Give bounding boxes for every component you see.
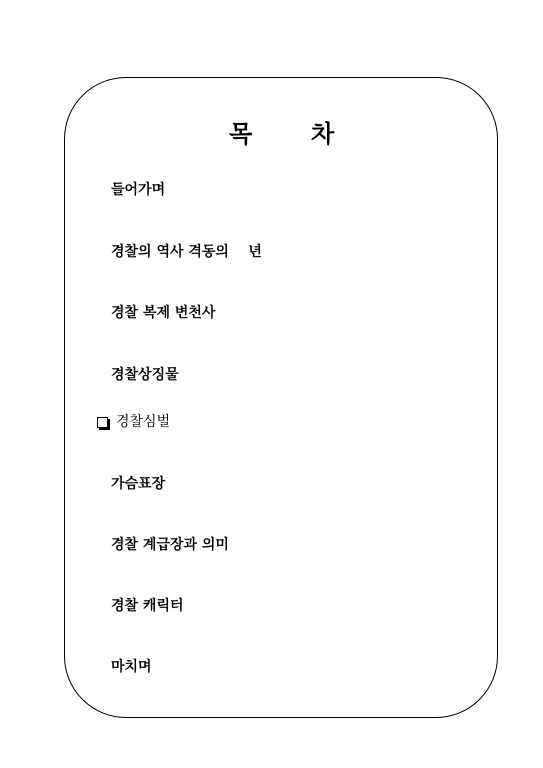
toc-item-closing: 마치며 <box>111 659 152 675</box>
toc-item-character: 경찰 캐릭터 <box>111 598 184 614</box>
page-title <box>0 118 543 150</box>
toc-frame <box>64 77 498 718</box>
toc-item-intro: 들어가며 <box>111 182 166 198</box>
title-char-1: 목 <box>229 120 253 148</box>
toc-item-uniform: 경찰 복제 변천사 <box>111 305 216 321</box>
toc-item-emblem-label: 경찰심벌 <box>116 414 171 430</box>
toc-item-symbols: 경찰상징물 <box>111 367 179 383</box>
toc-item-history: 경찰의 역사 격동의 년 <box>111 244 262 260</box>
title-char-2: 차 <box>311 120 335 148</box>
checkbox-icon <box>97 417 108 428</box>
toc-item-ranks: 경찰 계급장과 의미 <box>111 537 229 553</box>
toc-item-badge: 가슴표장 <box>111 476 166 492</box>
toc-item-emblem <box>97 413 170 431</box>
